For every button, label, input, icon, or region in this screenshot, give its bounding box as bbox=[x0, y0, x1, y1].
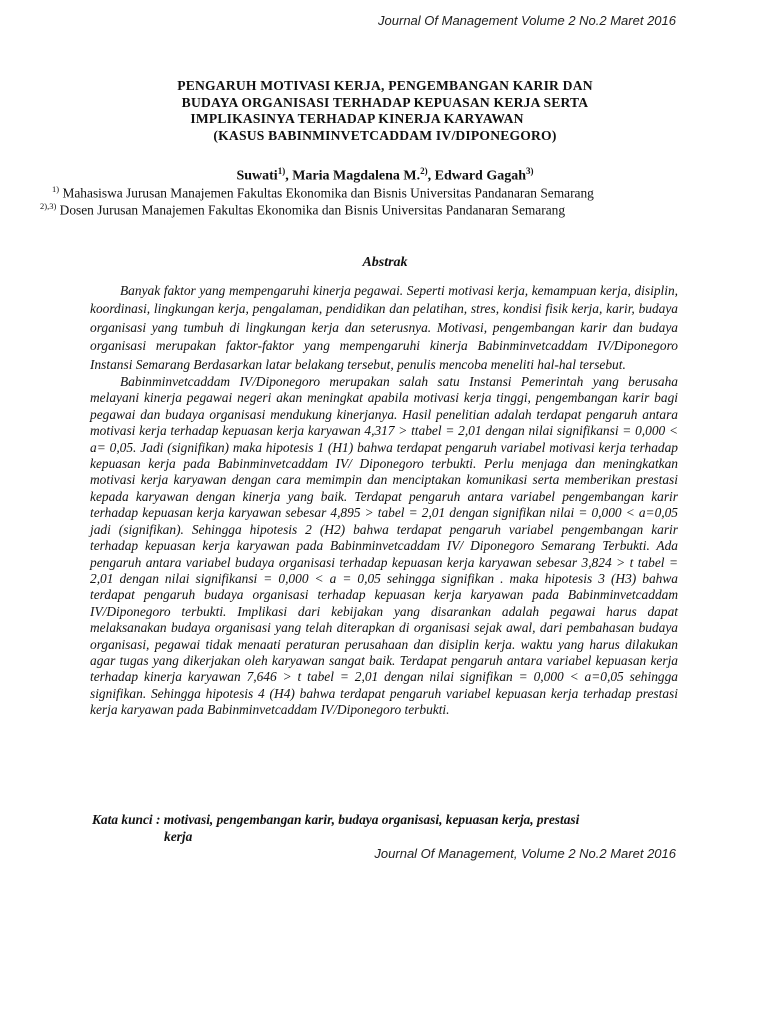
journal-footer: Journal Of Management, Volume 2 No.2 Maret 2016 bbox=[374, 846, 676, 861]
abstract-paragraph: Babinminvetcaddam IV/Diponegoro merupakan salah satu Instansi Pemerintah yang berusaha melayani kinerja pegawai negeri akan meningkat apabila motivasi kerja tinggi, pengembangan karir bagi pegawai dan budaya organisasi mendukung kinerjanya. Hasil penelitian adalah terdapat pengaruh antara motivasi kerja terhadap kepuasan kerja karyawan 4,317 > ttabel = 2,01 dengan nilai signifikansi = 0,000 < a= 0,05. Jadi (signifikan) maka hipotesis 1 (H1) bahwa terdapat pengaruh variabel motivasi kerja terhadap kepuasan kerja pada Babinminvetcaddam IV/ Diponegoro terbukti. Perlu menjaga dan meningkatkan motivasi kerja karyawan dengan cara memimpin dan menciptakan komunikasi serta memberikan prestasi kepada karyawan dengan kinerja yang baik. Terdapat pengaruh antara variabel pengembangan karir terhadap kepuasan kerja karyawan sebesar 4,895 > tabel = 2,01 dengan signifikan nilai = 0,000 < a=0,05 jadi (signifikan). Sehingga hipotesis 2 (H2) bahwa terdapat pengaruh variabel pengembangan karir terhadap kepuasan kerja karyawan pada Babinminvetcaddam IV/ Diponegoro Semarang Terbukti. Ada pengaruh antara variabel budaya organisasi terhadap kepuasan kerja karyawan sebesar 3,824 > t tabel = 2,01 dengan nilai signifikansi = 0,000 < a = 0,05 sehingga signifikan . maka hipotesis 3 (H3) bahwa terdapat pengaruh budaya organisasi terhadap kepuasan kerja karyawan pada Babinminvetcaddam IV/Diponegoro terbukti. Implikasi dari kebijakan yang disarankan adalah pegawai harus dapat melaksanakan budaya organisasi yang telah diterapkan di organisasi sejak awal, dari pembahasan budaya organisasi, pegawai tidak menaati peraturan perusahaan dan disiplin kerja. waktu yang harus dilakukan agar tugas yang dikerjakan oleh karyawan sangat baik. Terdapat pengaruh antara variabel kepuasan kerja terhadap kinerja karyawan 7,646 > t tabel = 2,01 dengan nilai signifikan = 0,000 < a=0,05 sehingga signifikan. Sehingga hipotesis 4 (H4) bahwa terdapat pengaruh variabel kepuasan kerja terhadap prestasi kerja karyawan pada Babinminvetcaddam IV/Diponegoro terbukti. bbox=[90, 374, 678, 718]
author-name: , Maria Magdalena M. bbox=[285, 168, 421, 184]
keywords-text: Kata kunci : motivasi, pengembangan karir, budaya organisasi, kepuasan kerja, prestasi bbox=[92, 812, 580, 827]
affiliation bbox=[52, 184, 752, 201]
paper-title bbox=[90, 78, 680, 144]
author-mark: 3) bbox=[526, 166, 534, 176]
affiliation-text: Mahasiswa Jurusan Manajemen Fakultas Ekonomika dan Bisnis Universitas Pandanaran Semarang bbox=[62, 185, 594, 201]
abstract-heading: Abstrak bbox=[362, 255, 408, 270]
affiliation bbox=[40, 201, 740, 218]
affiliation-mark: 1) bbox=[52, 184, 60, 194]
author-name: , Edward Gagah bbox=[427, 168, 527, 184]
author-mark: 1) bbox=[277, 166, 286, 176]
keywords bbox=[92, 812, 680, 845]
affiliation-mark: 2),3) bbox=[40, 201, 57, 211]
title-line: IMPLIKASINYA TERHADAP KINERJA KARYAWAN bbox=[190, 111, 524, 126]
title-line: BUDAYA ORGANISASI TERHADAP KEPUASAN KERJA SERTA bbox=[181, 94, 589, 110]
abstract-paragraph: Banyak faktor yang mempengaruhi kinerja pegawai. Seperti motivasi kerja, kemampuan kerja, disiplin, koordinasi, lingkungan kerja, pengalaman, pendidikan dan pelatihan, stres, kondisi fisik kerja, karir, budaya organisasi yang tumbuh di lingkungan kerja dan seterusnya. Motivasi, pengembangan karir dan budaya organisasi merupakan faktor-faktor yang mempengaruhi kinerja Babinminvetcaddam IV/Diponegoro Instansi Semarang Berdasarkan latar belakang tersebut, penulis mencoba meneliti hal-hal tersebut. bbox=[90, 283, 678, 372]
author-list bbox=[90, 166, 680, 185]
keywords-text-continued: kerja bbox=[164, 828, 193, 844]
author-name: Suwati bbox=[236, 168, 278, 184]
affiliation-text: Dosen Jurusan Manajemen Fakultas Ekonomika dan Bisnis Universitas Pandanaran Semarang bbox=[59, 202, 566, 218]
abstract-body bbox=[90, 282, 678, 719]
journal-header: Journal Of Management Volume 2 No.2 Maret 2016 bbox=[378, 13, 676, 28]
author-mark: 2) bbox=[420, 166, 428, 176]
title-line: PENGARUH MOTIVASI KERJA, PENGEMBANGAN KARIR DAN bbox=[177, 78, 593, 93]
title-line: (KASUS BABINMINVETCADDAM IV/DIPONEGORO) bbox=[213, 127, 557, 143]
